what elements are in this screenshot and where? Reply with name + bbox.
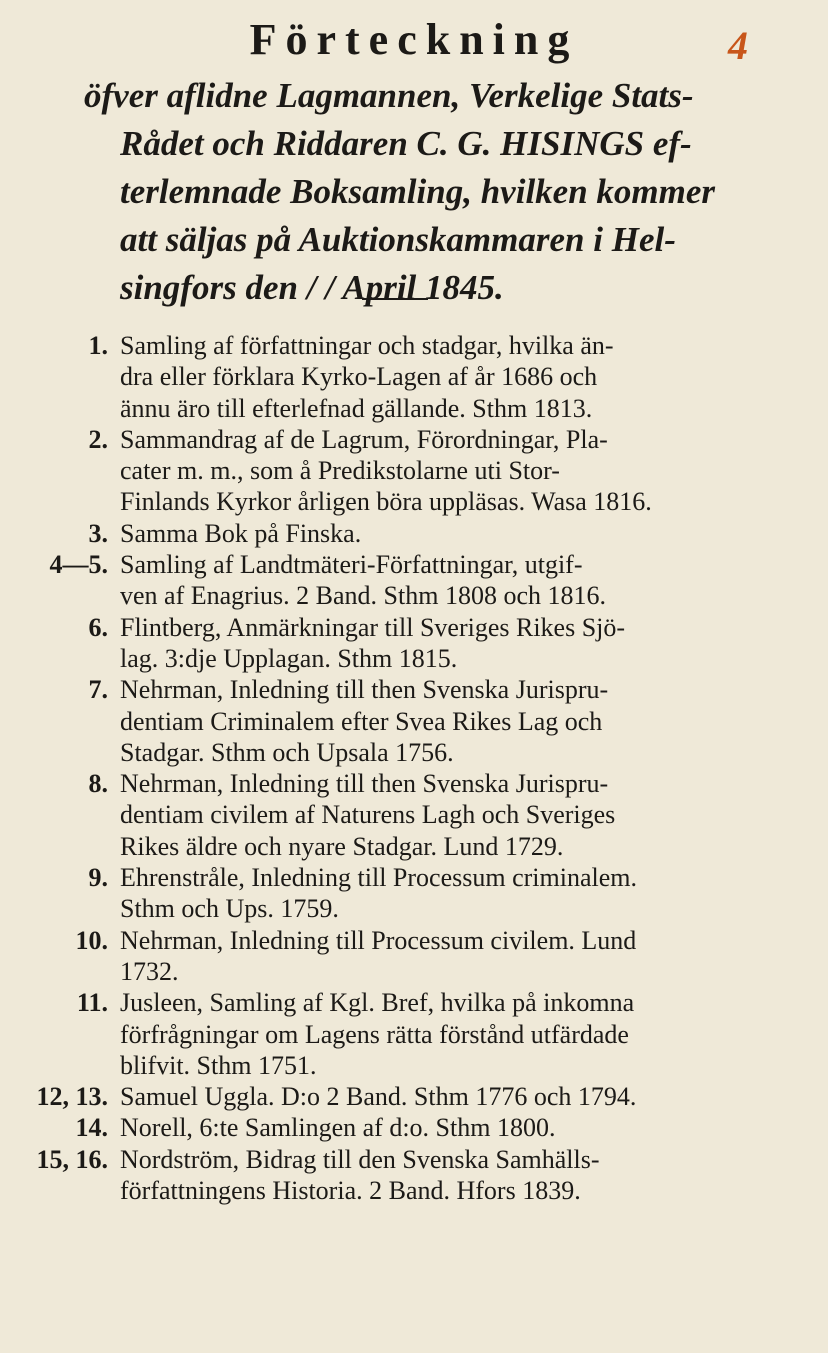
entry-line: dentiam Criminalem efter Svea Rikes Lag och [120,706,603,736]
subtitle-line: terlemnade Boksamling, hvilken kommer [120,172,716,211]
catalog-entry [36,1144,748,1207]
entry-line: cater m. m., som å Predikstolarne uti Stor- [120,456,560,486]
entry-line: Samling af Landtmäteri-Författningar, utgif- [120,550,583,580]
entry-line: ven af Enagrius. 2 Band. Sthm 1808 och 1816. [120,581,606,611]
entry-line: Samuel Uggla. D:o 2 Band. Sthm 1776 och 1794. [120,1082,637,1112]
entry-number: 9. [88,863,108,893]
entry-number: 8. [88,769,108,799]
entry-line: författningens Historia. 2 Band. Hfors 1839. [120,1176,581,1206]
catalog-entry [88,674,748,768]
page-number: 4 [728,23,748,68]
document-title: Förteckning [249,15,579,64]
entry-number: 7. [88,675,108,705]
entry-line: Flintberg, Anmärkningar till Sveriges Rikes Sjö- [120,612,626,642]
catalog-entry [75,1112,748,1143]
entry-number: 3. [88,518,108,548]
entry-line: Rikes äldre och nyare Stadgar. Lund 1729. [120,831,564,861]
entry-number: 11. [76,988,108,1018]
entry-line: lag. 3:dje Upplagan. Sthm 1815. [120,643,458,673]
catalog-entry [88,424,748,518]
catalog-entry [36,1081,748,1112]
entry-line: Nehrman, Inledning till then Svenska Jurispru- [120,675,609,705]
catalog-entry [88,768,748,862]
entry-line: Stadgar. Sthm och Upsala 1756. [120,737,454,767]
entry-number: 12, 13. [36,1082,108,1112]
entry-line: dra eller förklara Kyrko-Lagen af år 1686 och [120,362,598,392]
catalog-entry [88,612,748,675]
entry-line: blifvit. Sthm 1751. [120,1050,317,1080]
entry-number: 4—5. [49,550,108,580]
entry-line: Samling af författningar och stadgar, hvilka än- [120,331,614,360]
entry-line: dentiam civilem af Naturens Lagh och Sveriges [120,800,616,830]
entry-line: Jusleen, Samling af Kgl. Bref, hvilka på inkomna [120,988,635,1018]
entry-line: Norell, 6:te Samlingen af d:o. Sthm 1800. [120,1113,556,1143]
catalog-entry [88,330,748,424]
catalog-entry [88,518,748,549]
subtitle-line: singfors den / / April 1845. [120,268,504,307]
entry-line: Samma Bok på Finska. [120,518,362,548]
entry-line: Nehrman, Inledning till then Svenska Jurispru- [120,769,609,799]
catalog-entry [88,862,748,925]
document-subtitle [84,72,764,312]
catalog-entry [75,925,748,988]
entry-number: 15, 16. [36,1144,108,1174]
entry-line: Nordström, Bidrag till den Svenska Samhälls- [120,1144,600,1174]
subtitle-line: Rådet och Riddaren C. G. HISINGS ef- [120,124,692,163]
entry-number: 2. [88,424,108,454]
entry-number: 1. [88,331,108,360]
entry-line: Sammandrag af de Lagrum, Förordningar, Pla- [120,424,608,454]
entry-line: 1732. [120,956,179,986]
entry-line: Ehrenstråle, Inledning till Processum criminalem. [120,863,637,893]
subtitle-line: att säljas på Auktionskammaren i Hel- [120,220,676,259]
entry-line: ännu äro till efterlefnad gällande. Sthm 1813. [120,393,593,423]
catalog-list [36,330,748,1206]
entry-number: 10. [75,925,108,955]
entry-line: Finlands Kyrkor årligen böra uppläsas. Wasa 1816. [120,487,652,517]
catalog-entry [76,987,748,1081]
entry-line: Sthm och Ups. 1759. [120,894,339,924]
entry-line: förfrågningar om Lagens rätta förstånd utfärdade [120,1019,629,1049]
entry-number: 14. [75,1113,108,1143]
entry-number: 6. [88,612,108,642]
entry-line: Nehrman, Inledning till Processum civilem. Lund [120,925,637,955]
subtitle-line: öfver aflidne Lagmannen, Verkelige Stats- [84,76,694,115]
divider-rule [362,298,428,300]
catalog-entry [49,549,748,612]
